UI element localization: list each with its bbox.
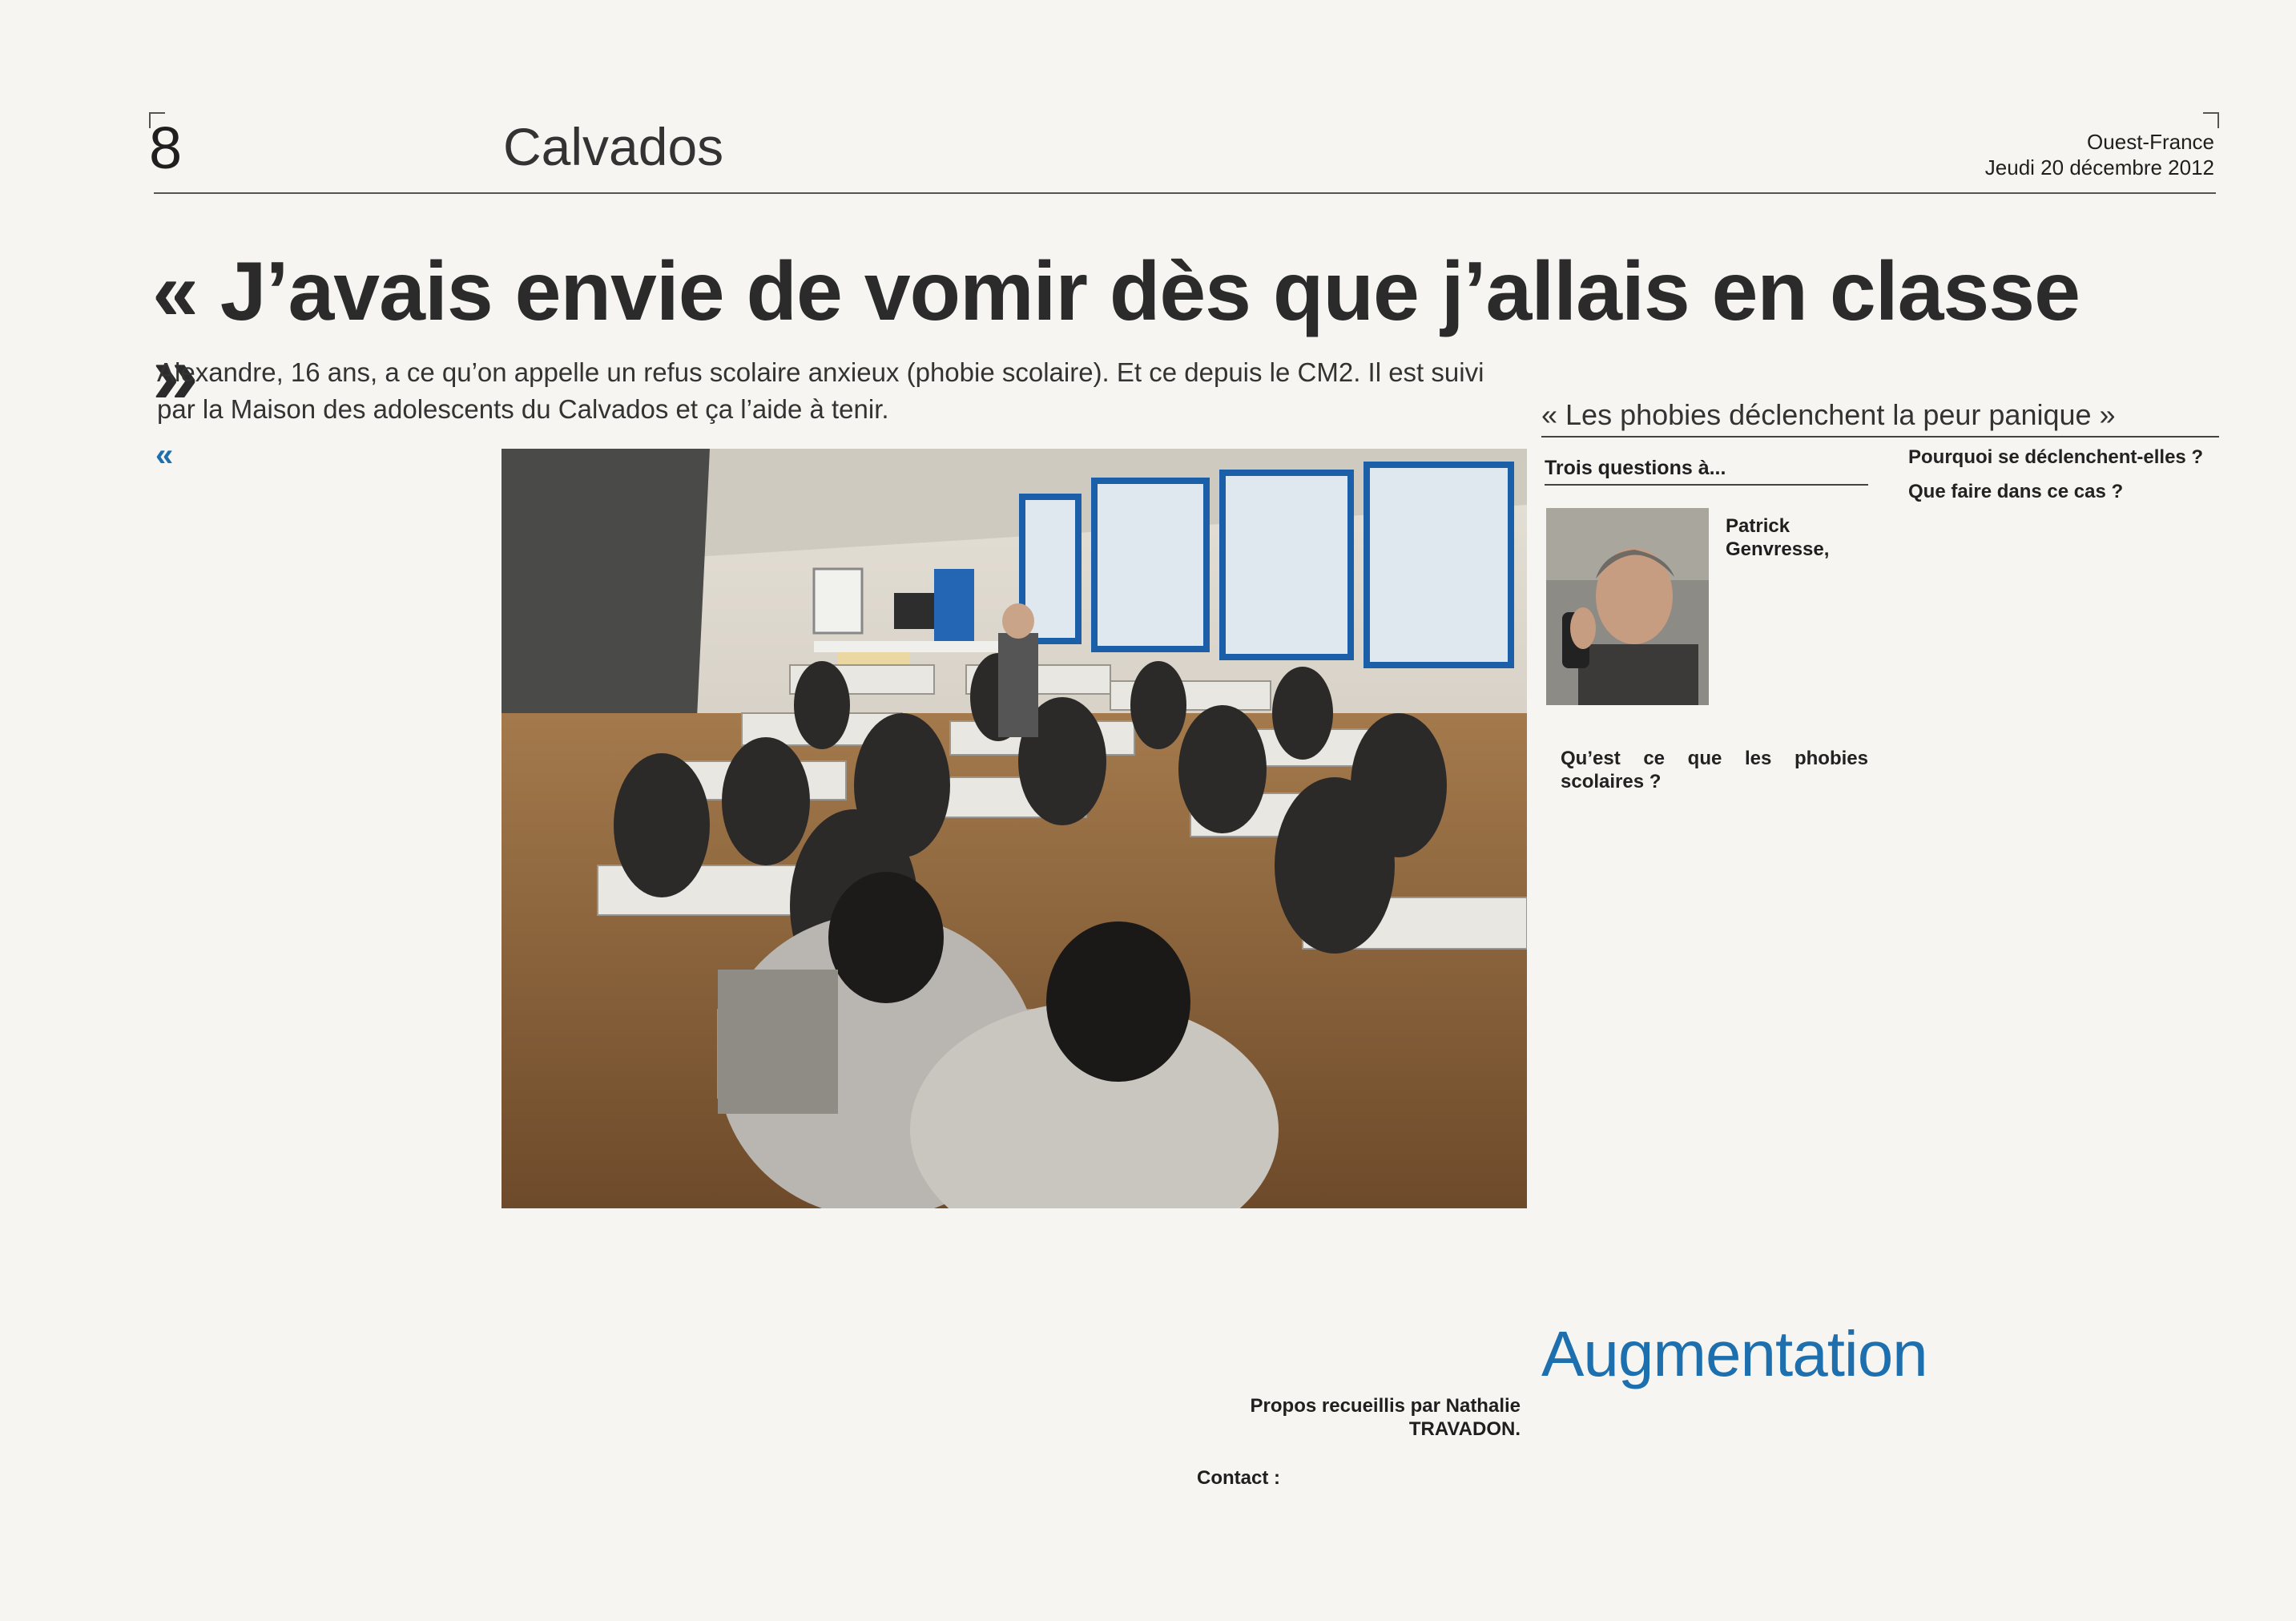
interview-title-rule [1541,436,2219,438]
sidebar-title: Augmentation [1541,1318,1927,1389]
byline: Propos recueillis par Nathalie TRAVADON. [1250,1395,1521,1440]
expert-portrait [1546,508,1709,705]
question-3: Que faire dans ce cas ? [1908,481,2124,502]
opening-quote-mark: « [155,438,174,473]
question-2: Pourquoi se déclenchent-elles ? [1908,446,2204,468]
crop-mark-top-right [2203,112,2219,128]
publication-date: Jeudi 20 décembre 2012 [1984,155,2214,179]
interview-column-1 [1546,747,1868,793]
newspaper-name: Ouest-France [2087,130,2214,154]
classroom-photo [501,449,1527,1208]
question-1: Qu’est ce que les phobies scolaires ? [1561,748,1868,792]
header-rule [154,192,2216,194]
interview-title: « Les phobies déclenchent la peur panique » [1541,398,2116,431]
expert-identity [1726,514,1867,561]
expert-name: Patrick Genvresse, [1726,515,1830,560]
interview-kicker-rule [1545,484,1868,486]
page-number: 8 [149,115,183,181]
contact-info [1197,1466,1521,1490]
interview-column-2 [1891,446,2217,503]
interview-kicker: Trois questions à... [1545,457,1726,479]
section-title: Calvados [503,117,724,176]
contact-label: Contact : [1197,1467,1280,1489]
article-lede: Alexandre, 16 ans, a ce qu’on appelle un refus scolaire anxieux (phobie scolaire). Et ce depuis le CM2. Il est suivi par la Maison des adolescents du Calvados et ça l’aide à tenir. [157,357,1484,424]
article-headline: « J’avais envie de vomir dès que j’allais en classe » [152,245,2080,421]
